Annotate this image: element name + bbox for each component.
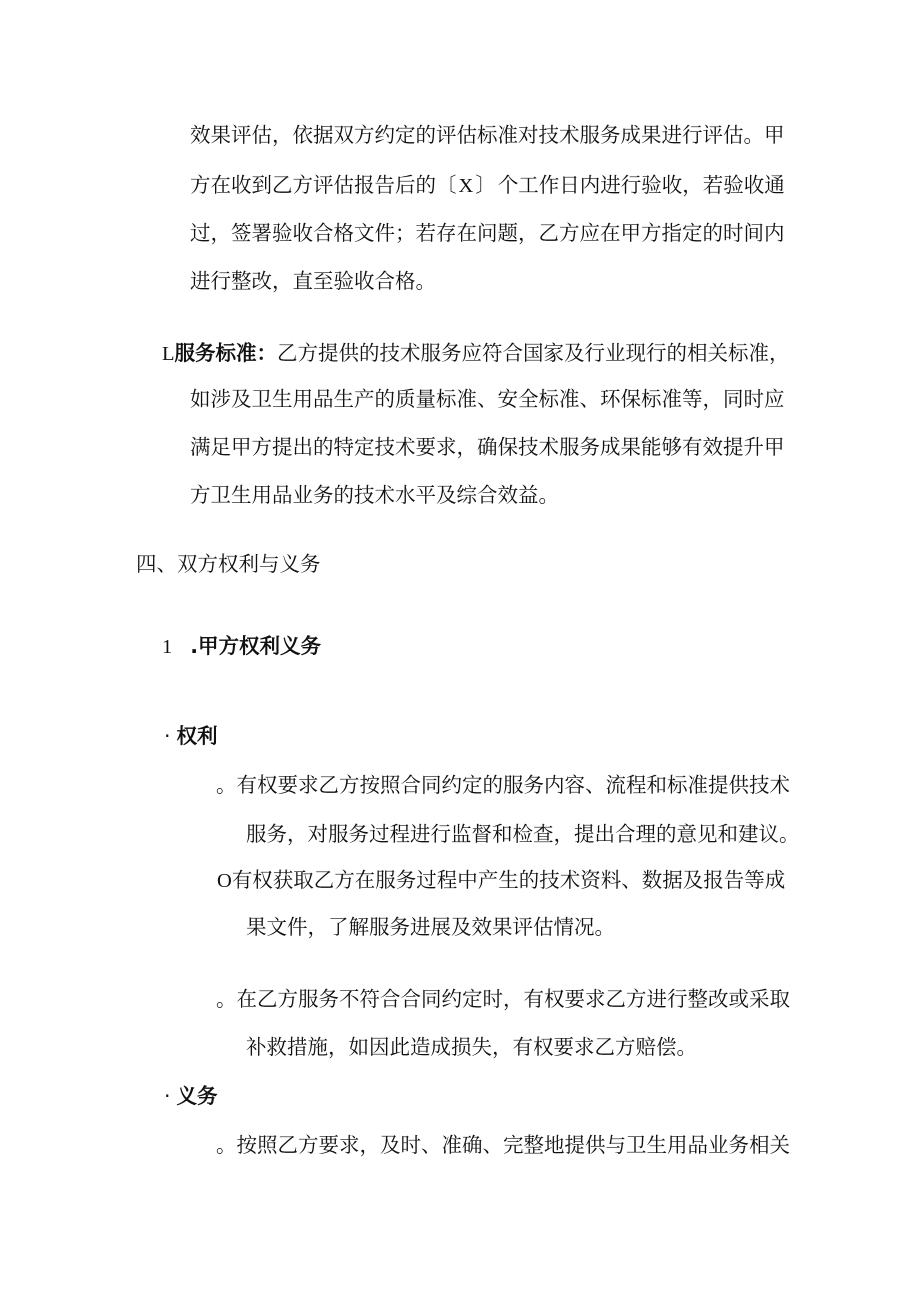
rights-item-3-line-2: 补救措施，如因此造成损失，有权要求乙方赔偿。 bbox=[246, 1035, 697, 1059]
duties-item-1-text-1: 按照乙方要求，及时、准确、完整地提供与卫生用品业务相关 bbox=[236, 1133, 790, 1157]
duties-item-1-line-1 bbox=[216, 1131, 790, 1159]
section4-title: 四、双方权利与义务 bbox=[136, 552, 321, 576]
rights-item-2-marker: O bbox=[217, 870, 232, 892]
party-a-title: .甲方权利义务 bbox=[190, 634, 322, 658]
rights-item-1-line-1 bbox=[216, 771, 790, 799]
rights-bullet: · bbox=[164, 724, 171, 748]
eval-line-3: 过，签署验收合格文件；若存在问题，乙方应在甲方指定的时间内 bbox=[190, 221, 785, 245]
eval-line-2-text-a: 方在收到乙方评估报告后的 bbox=[190, 173, 436, 197]
service-standard-line-1 bbox=[162, 339, 790, 368]
duties-item-1-marker: 。 bbox=[216, 1133, 237, 1157]
party-a-number: 1 bbox=[162, 636, 173, 658]
rights-item-2-line-1 bbox=[217, 866, 785, 895]
party-a-heading bbox=[162, 632, 321, 661]
service-standard-title: 服务标准： bbox=[174, 341, 278, 365]
service-standard-line-2: 如涉及卫生用品生产的质量标准、安全标准、环保标准等，同时应 bbox=[190, 387, 785, 411]
duties-title: 义务 bbox=[176, 1084, 218, 1108]
rights-item-1-line-2: 服务，对服务过程进行监督和检查，提出合理的意见和建议。 bbox=[246, 822, 800, 846]
rights-item-2-text-1: 有权获取乙方在服务过程中产生的技术资料、数据及报告等成 bbox=[231, 868, 786, 892]
rights-item-2-line-2: 果文件，了解服务进展及效果评估情况。 bbox=[246, 915, 615, 939]
eval-line-2 bbox=[190, 171, 785, 200]
rights-item-3-marker: 。 bbox=[216, 987, 237, 1011]
eval-line-4: 进行整改，直至验收合格。 bbox=[190, 269, 436, 293]
rights-heading bbox=[164, 722, 218, 750]
rights-item-1-marker: 。 bbox=[216, 773, 237, 797]
service-standard-text-1: 乙方提供的技术服务应符合国家及行业现行的相关标准， bbox=[277, 341, 790, 365]
eval-line-1: 效果评估，依据双方约定的评估标准对技术服务成果进行评估。甲 bbox=[190, 123, 785, 147]
service-standard-line-3: 满足甲方提出的特定技术要求，确保技术服务成果能够有效提升甲 bbox=[190, 435, 785, 459]
rights-title: 权利 bbox=[176, 724, 218, 748]
rights-item-1-text-1: 有权要求乙方按照合同约定的服务内容、流程和标准提供技术 bbox=[236, 773, 790, 797]
duties-heading bbox=[164, 1082, 218, 1110]
rights-item-3-line-1 bbox=[216, 985, 790, 1013]
duties-bullet: · bbox=[164, 1084, 171, 1108]
service-standard-marker: L bbox=[162, 343, 175, 365]
eval-line-2-text-b: 个工作日内进行验收，若验收通 bbox=[497, 173, 785, 197]
rights-item-3-text-1: 在乙方服务不符合合同约定时，有权要求乙方进行整改或采取 bbox=[236, 987, 790, 1011]
service-standard-line-4: 方卫生用品业务的技术水平及综合效益。 bbox=[190, 483, 559, 507]
eval-days-placeholder: 〔X〕 bbox=[436, 175, 498, 197]
